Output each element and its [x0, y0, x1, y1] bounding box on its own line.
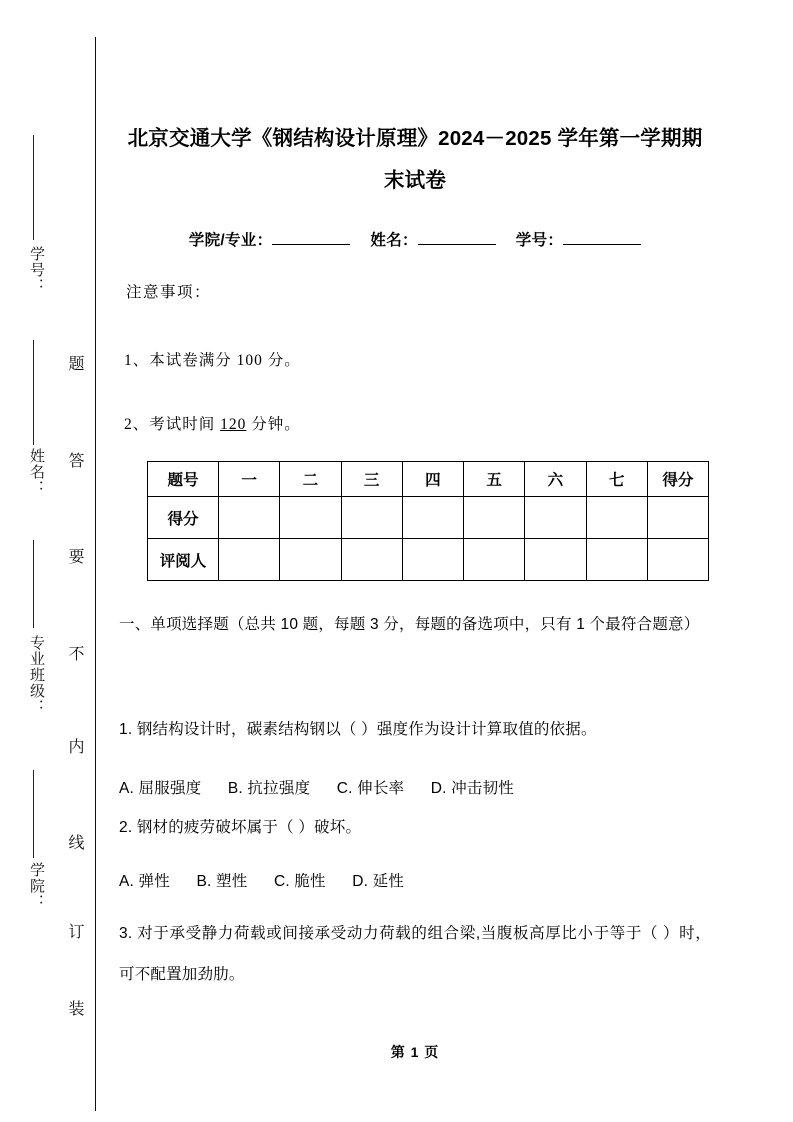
- score-cell-1[interactable]: [219, 497, 280, 539]
- score-cell-6[interactable]: [525, 497, 586, 539]
- notice-item-2-suffix: 分钟。: [246, 416, 301, 433]
- question-1-option-a[interactable]: A. 屈服强度: [119, 780, 202, 797]
- college-major-blank[interactable]: [272, 244, 350, 245]
- score-cell-2[interactable]: [280, 497, 341, 539]
- grader-cell-2[interactable]: [280, 539, 341, 581]
- seal-char-1: 题: [66, 355, 83, 371]
- score-table: [147, 461, 709, 581]
- table-row-header: [148, 462, 709, 497]
- seal-char-5: 内: [66, 738, 83, 754]
- binding-rule: [95, 37, 96, 1111]
- name-blank[interactable]: [418, 244, 496, 245]
- question-1-option-d[interactable]: D. 冲击韧性: [430, 780, 514, 797]
- name-label: 姓名：: [370, 232, 418, 249]
- margin-rule-4: [33, 770, 34, 858]
- grader-cell-6[interactable]: [525, 539, 586, 581]
- table-row-grader: [148, 539, 709, 581]
- question-2-options: [119, 862, 711, 901]
- question-2-option-d[interactable]: D. 延性: [352, 873, 405, 890]
- student-id-blank[interactable]: [563, 244, 641, 245]
- notice-item-2-prefix: 2、考试时间: [124, 416, 221, 433]
- col-header-1: 一: [219, 462, 280, 497]
- col-header-4: 四: [402, 462, 463, 497]
- grader-cell-1[interactable]: [219, 539, 280, 581]
- grader-cell-5[interactable]: [464, 539, 525, 581]
- seal-char-3: 要: [66, 548, 83, 564]
- col-header-total: 得分: [647, 462, 708, 497]
- seal-char-7: 订: [66, 923, 83, 939]
- margin-field-student-id: 学号：: [28, 246, 44, 294]
- row-label-grader: 评阅人: [148, 539, 219, 581]
- margin-rule-2: [33, 340, 34, 445]
- score-cell-3[interactable]: [341, 497, 402, 539]
- table-row-score: [148, 497, 709, 539]
- grader-cell-total[interactable]: [647, 539, 708, 581]
- margin-field-class: 专业班级：: [28, 635, 44, 715]
- seal-char-6: 线: [66, 834, 83, 850]
- row-label-question-no: 题号: [148, 462, 219, 497]
- college-major-label: 学院/专业：: [188, 232, 273, 249]
- row-label-score: 得分: [148, 497, 219, 539]
- question-2-stem: 2. 钢材的疲劳破坏属于（ ）破坏。: [119, 819, 362, 836]
- identity-line: [119, 228, 711, 250]
- question-1-option-c[interactable]: C. 伸长率: [336, 780, 405, 797]
- student-id-label: 学号：: [515, 232, 564, 249]
- question-1-option-b[interactable]: B. 抗拉强度: [227, 780, 311, 797]
- notice-heading: 注意事项：: [126, 284, 212, 301]
- notice-item-2: [124, 412, 301, 434]
- margin-field-name: 姓名：: [28, 448, 44, 496]
- question-3-stem: 3. 对于承受静力荷载或间接承受动力荷载的组合梁,当腹板高厚比小于等于（ ）时，可不配置加劲肋。: [119, 925, 711, 983]
- margin-rule-1: [33, 135, 34, 240]
- grader-cell-3[interactable]: [341, 539, 402, 581]
- question-2-option-a[interactable]: A. 弹性: [119, 873, 170, 890]
- page-title: 北京交通大学《钢结构设计原理》2024－2025 学年第一学期期末试卷: [127, 127, 703, 192]
- exam-duration-value: 120: [220, 416, 247, 433]
- col-header-7: 七: [586, 462, 647, 497]
- question-1-options: [119, 769, 711, 808]
- seal-char-8: 装: [66, 1000, 83, 1016]
- question-2-option-c[interactable]: C. 脆性: [273, 873, 326, 890]
- page-footer: 第 1 页: [390, 1044, 440, 1060]
- score-cell-5[interactable]: [464, 497, 525, 539]
- score-cell-7[interactable]: [586, 497, 647, 539]
- col-header-2: 二: [280, 462, 341, 497]
- question-2-option-b[interactable]: B. 塑性: [196, 873, 248, 890]
- margin-field-college: 学院：: [28, 862, 44, 910]
- score-cell-total[interactable]: [647, 497, 708, 539]
- seal-char-4: 不: [66, 645, 83, 661]
- margin-rule-3: [33, 540, 34, 628]
- section-heading-multiple-choice: 一、单项选择题（总共 10 题，每题 3 分，每题的备选项中，只有 1 个最符合题意）: [119, 616, 700, 633]
- score-cell-4[interactable]: [402, 497, 463, 539]
- grader-cell-4[interactable]: [402, 539, 463, 581]
- seal-char-2: 答: [66, 452, 83, 468]
- col-header-6: 六: [525, 462, 586, 497]
- col-header-3: 三: [341, 462, 402, 497]
- grader-cell-7[interactable]: [586, 539, 647, 581]
- col-header-5: 五: [464, 462, 525, 497]
- notice-item-1: 1、本试卷满分 100 分。: [124, 352, 301, 369]
- left-margin-zone: [0, 0, 95, 1122]
- question-1-stem: 1. 钢结构设计时，碳素结构钢以（ ）强度作为设计计算取值的依据。: [119, 721, 597, 738]
